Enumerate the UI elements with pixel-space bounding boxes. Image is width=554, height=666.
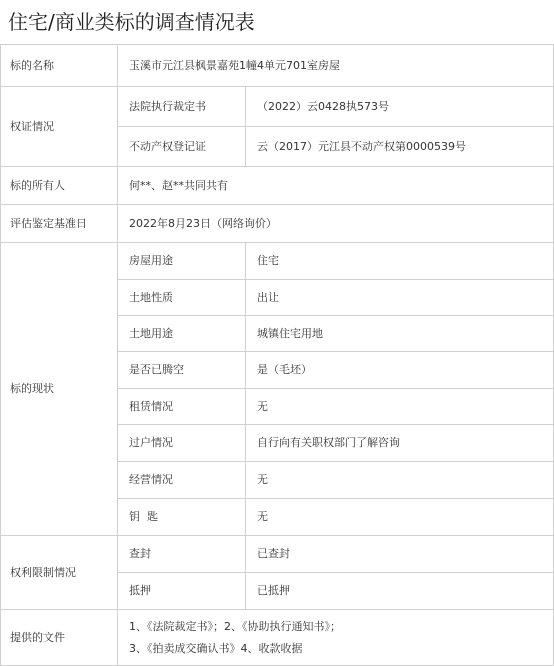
- status-value: 出让: [246, 280, 554, 316]
- row-property-name: [1, 45, 554, 87]
- cert-key: 法院执行裁定书: [118, 87, 246, 127]
- row-label: 权证情况: [1, 87, 118, 167]
- documents-line: 3、《拍卖成交确认书》4、收款收据: [129, 641, 303, 655]
- status-key: 是否已腾空: [118, 352, 246, 389]
- cert-value: 云（2017）元江县不动产权第0000539号: [246, 127, 554, 167]
- row-status-1: [1, 243, 554, 280]
- status-value: 城镇住宅用地: [246, 316, 554, 352]
- row-cert-1: [1, 87, 554, 127]
- survey-table: [0, 44, 554, 666]
- status-value: 无: [246, 462, 554, 499]
- status-key: 租赁情况: [118, 389, 246, 425]
- row-owner: [1, 167, 554, 205]
- row-limits-1: [1, 536, 554, 573]
- limits-value: 已查封: [246, 536, 554, 573]
- row-label: 标的名称: [1, 45, 118, 87]
- row-label: 标的现状: [1, 243, 118, 536]
- documents-value: [118, 610, 554, 666]
- limits-key: 查封: [118, 536, 246, 573]
- status-key: 过户情况: [118, 425, 246, 462]
- status-value: 自行向有关职权部门了解咨询: [246, 425, 554, 462]
- row-valuation-date: [1, 205, 554, 243]
- limits-value: 已抵押: [246, 573, 554, 610]
- row-label: 提供的文件: [1, 610, 118, 666]
- row-label: 权利限制情况: [1, 536, 118, 610]
- status-key: 土地性质: [118, 280, 246, 316]
- row-documents: [1, 610, 554, 666]
- document-title: 住宅/商业类标的调查情况表: [8, 10, 255, 34]
- limits-key: 抵押: [118, 573, 246, 610]
- property-name-value: 玉溪市元江县枫景嘉苑1幢4单元701室房屋: [118, 45, 554, 87]
- row-label: 标的所有人: [1, 167, 118, 205]
- status-key: 房屋用途: [118, 243, 246, 280]
- documents-line: 1、《法院裁定书》；2、《协助执行通知书》；: [129, 619, 341, 633]
- status-key: 土地用途: [118, 316, 246, 352]
- status-value: 住宅: [246, 243, 554, 280]
- status-value: 无: [246, 499, 554, 536]
- cert-key: 不动产权登记证: [118, 127, 246, 167]
- status-key: 经营情况: [118, 462, 246, 499]
- valuation-date-value: 2022年8月23日（网络询价）: [118, 205, 554, 243]
- status-key: 钥 匙: [118, 499, 246, 536]
- status-value: 是（毛坯）: [246, 352, 554, 389]
- status-value: 无: [246, 389, 554, 425]
- row-label: 评估鉴定基准日: [1, 205, 118, 243]
- owner-value: 何**、赵**共同共有: [118, 167, 554, 205]
- cert-value: （2022）云0428执573号: [246, 87, 554, 127]
